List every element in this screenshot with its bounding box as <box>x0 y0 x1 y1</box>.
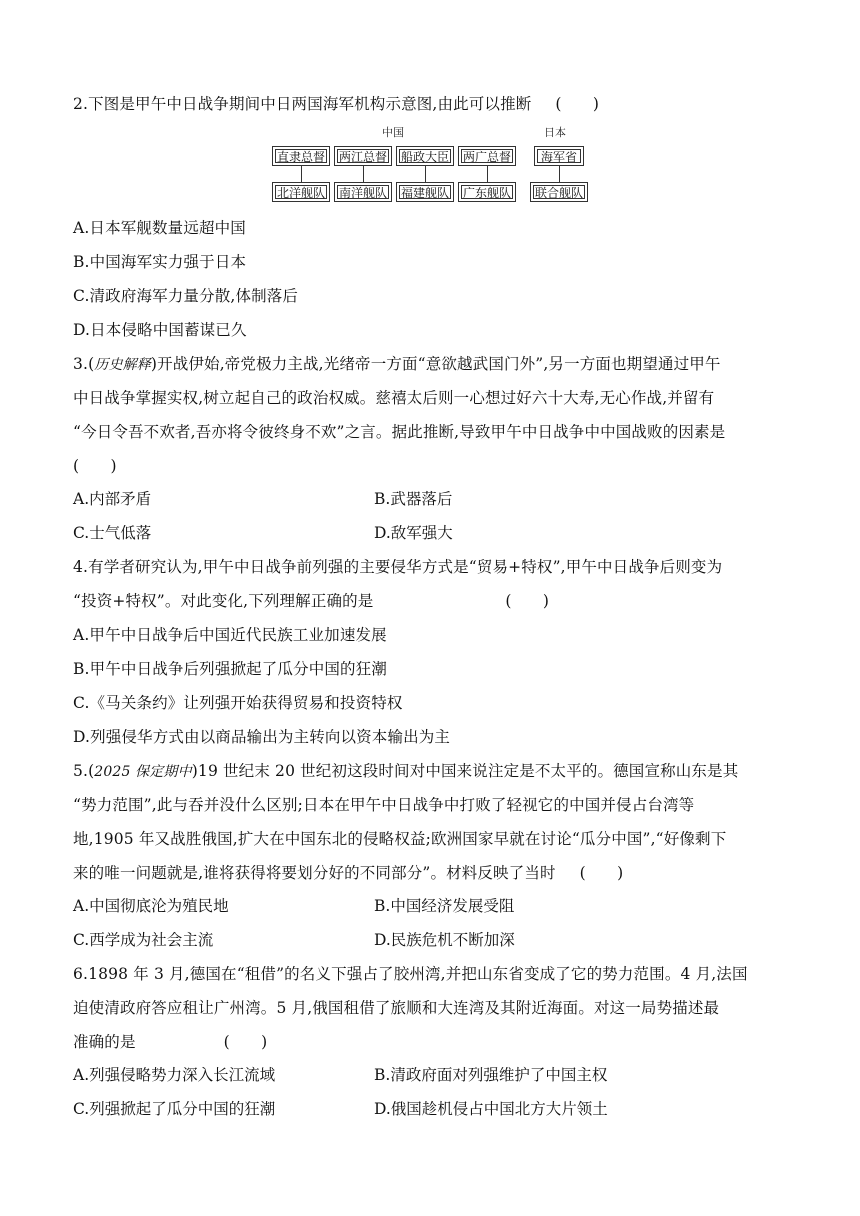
box-fujian-fleet: 福建舰队 <box>396 182 454 202</box>
q2-option-a: A.日本军舰数量远超中国 <box>73 219 246 237</box>
box-nanyang-fleet: 南洋舰队 <box>334 182 392 202</box>
box-zhili-governor: 直隶总督 <box>272 146 330 166</box>
connector <box>559 166 560 182</box>
box-navy-ministry: 海军省 <box>534 146 584 166</box>
q2-stem <box>73 93 793 115</box>
q4-option-a: A.甲午中日战争后中国近代民族工业加速发展 <box>73 626 387 644</box>
diagram-label-japan: 日本 <box>544 126 566 139</box>
box-liangguang-governor: 两广总督 <box>458 146 516 166</box>
q5-option-c: C.西学成为社会主流 <box>73 931 214 949</box>
q3-line-3: “今日令吾不欢者,吾亦将令彼终身不欢”之言。据此推断,导致甲午中日战争中中国战败的因素是 <box>73 423 726 441</box>
answer-paren: ( ) <box>223 1033 268 1051</box>
q5-line-1: 5.(2025 保定期中)19 世纪末 20 世纪初这段时间对中国来说注定是不太平的。德国宣称山东是其 <box>73 762 739 780</box>
answer-paren: ( ) <box>555 95 600 113</box>
q4-option-c: C.《马关条约》让列强开始获得贸易和投资特权 <box>73 694 403 712</box>
q3-option-b: B.武器落后 <box>374 490 453 508</box>
box-beiyang-fleet: 北洋舰队 <box>272 182 330 202</box>
q5-source-tag: 2025 保定期中 <box>94 764 192 780</box>
q5-option-b: B.中国经济发展受阻 <box>374 897 515 915</box>
q3-option-a: A.内部矛盾 <box>73 490 152 508</box>
answer-paren: ( ) <box>73 457 117 475</box>
diagram-label-china: 中国 <box>382 126 404 139</box>
q5-line-2: “势力范围”,此与吞并没什么区别;日本在甲午中日战争中打败了轻视它的中国并侵占台湾等 <box>73 796 695 814</box>
q2-option-d: D.日本侵略中国蓄谋已久 <box>73 321 247 339</box>
naval-organization-diagram <box>272 124 588 204</box>
q4-option-d: D.列强侵华方式由以商品输出为主转向以资本输出为主 <box>73 728 451 746</box>
q6-line-3: 准确的是 ( ) <box>73 1033 268 1051</box>
box-combined-fleet: 联合舰队 <box>530 182 588 202</box>
q3-option-d: D.敌军强大 <box>374 524 453 542</box>
q6-option-c: C.列强掀起了瓜分中国的狂潮 <box>73 1100 276 1118</box>
box-chuanzheng-minister: 船政大臣 <box>396 146 454 166</box>
q6-option-b: B.清政府面对列强维护了中国主权 <box>374 1066 608 1084</box>
q5-line-3: 地,1905 年又战胜俄国,扩大在中国东北的侵略权益;欧洲国家早就在讨论“瓜分中国”,“好像剩下 <box>73 830 727 848</box>
answer-paren: ( ) <box>505 592 550 610</box>
q2-stem-text: 2.下图是甲午中日战争期间中日两国海军机构示意图,由此可以推断 <box>73 95 532 113</box>
connector <box>487 166 488 182</box>
q5-line-4: 来的唯一问题就是,谁将获得将要划分好的不同部分”。材料反映了当时 ( ) <box>73 864 624 882</box>
q2-option-c: C.清政府海军力量分散,体制落后 <box>73 287 299 305</box>
box-liangjiang-governor: 两江总督 <box>334 146 392 166</box>
q6-option-d: D.俄国趁机侵占中国北方大片领土 <box>374 1100 608 1118</box>
q5-option-d: D.民族危机不断加深 <box>374 931 515 949</box>
q6-option-a: A.列强侵略势力深入长江流域 <box>73 1066 276 1084</box>
q4-line-2: “投资+特权”。对此变化,下列理解正确的是 ( ) <box>73 592 550 610</box>
q3-line-1: 3.(历史解释)开战伊始,帝党极力主战,光绪帝一方面“意欲越武国门外”,另一方面也期望通过甲午 <box>73 355 721 373</box>
connector <box>363 166 364 182</box>
q3-option-c: C.士气低落 <box>73 524 152 542</box>
q2-option-b: B.中国海军实力强于日本 <box>73 253 247 271</box>
q4-option-b: B.甲午中日战争后列强掀起了瓜分中国的狂潮 <box>73 660 387 678</box>
connector <box>425 166 426 182</box>
box-guangdong-fleet: 广东舰队 <box>458 182 516 202</box>
q4-line-1: 4.有学者研究认为,甲午中日战争前列强的主要侵华方式是“贸易+特权”,甲午中日战争后则变为 <box>73 558 723 576</box>
q3-line-2: 中日战争掌握实权,树立起自己的政治权威。慈禧太后则一心想过好六十大寿,无心作战,并留有 <box>73 389 715 407</box>
q6-line-2: 迫使清政府答应租让广州湾。5 月,俄国租借了旅顺和大连湾及其附近海面。对这一局势描述最 <box>73 999 720 1017</box>
q5-option-a: A.中国彻底沦为殖民地 <box>73 897 229 915</box>
q3-source-tag: 历史解释 <box>94 357 151 373</box>
answer-paren: ( ) <box>579 864 624 882</box>
connector <box>301 166 302 182</box>
q6-line-1: 6.1898 年 3 月,德国在“租借”的名义下强占了胶州湾,并把山东省变成了它的势力范围。4 月,法国 <box>73 965 748 983</box>
